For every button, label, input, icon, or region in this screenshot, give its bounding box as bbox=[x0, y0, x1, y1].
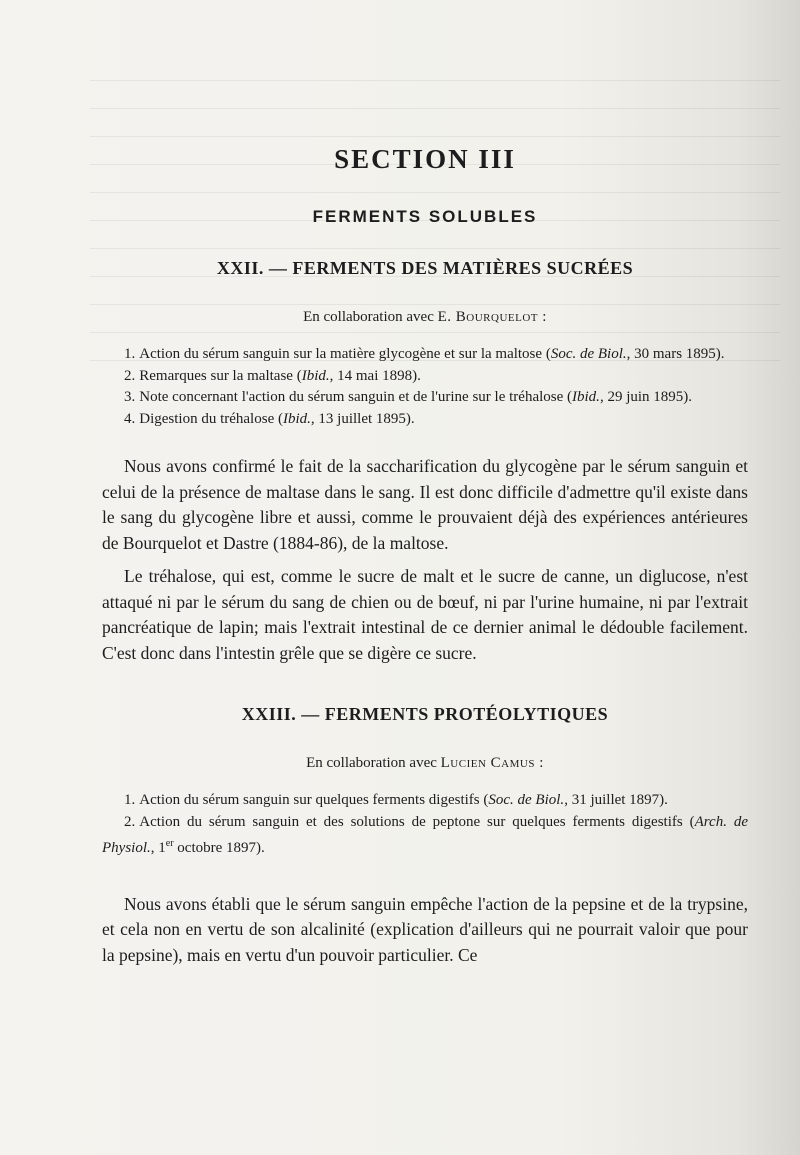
reference-source: Ibid. bbox=[301, 367, 330, 384]
reference-source: Arch. de Physiol. bbox=[102, 813, 748, 856]
reference-date: , 13 juillet 1895). bbox=[310, 410, 415, 427]
body-paragraph: Nous avons établi que le sérum sanguin empêche l'action de la pepsine et de la trypsine, et cela non en vertu de son alcalinité (explication d'ailleurs qui ne pourrait valoir que pour la pepsine), mais en vertu d'un pouvoir particulier. Ce bbox=[102, 893, 748, 965]
subsection-title: FERMENTS SOLUBLES bbox=[312, 207, 538, 226]
reference-source: Soc. de Biol. bbox=[550, 346, 627, 362]
section-title: SECTION III bbox=[334, 144, 516, 174]
reference-text: Digestion du tréhalose bbox=[139, 410, 275, 427]
reference-text: Action du sérum sanguin sur la matière glycogène et sur la maltose bbox=[139, 346, 543, 362]
collaboration-prefix: En collaboration avec bbox=[303, 309, 434, 325]
reference-number: 2. bbox=[124, 367, 136, 384]
reference-number: 1. bbox=[124, 346, 136, 362]
reference-date: , 14 mai 1898). bbox=[329, 367, 421, 384]
reference-item: 2. Action du sérum sanguin et des solutions de peptone sur quelques ferments digestifs (Arch. de Physiol., 1er octobre 1897). bbox=[102, 813, 748, 856]
collaboration-prefix: En collaboration avec bbox=[306, 755, 437, 771]
collaborator-name: E. Bourquelot : bbox=[437, 309, 547, 325]
reference-source: Ibid. bbox=[282, 410, 311, 427]
collaborator-name: Lucien Camus : bbox=[440, 755, 544, 771]
reference-date: , 29 juin 1895). bbox=[599, 389, 693, 405]
body-paragraph: Le tréhalose, qui est, comme le sucre de malt et le sucre de canne, un diglucose, n'est attaqué ni par le sérum du sang de chien ou de bœuf, ni par l'urine humaine, ni par l'extrait pancréatique de lapin; mais l'extrait intestinal de ce dernier animal le dédouble facilement. C'est donc dans l'intestin grêle que se digère ce sucre. bbox=[102, 566, 748, 663]
reference-date: , 30 mars 1895). bbox=[626, 346, 725, 362]
reference-item: 1. Action du sérum sanguin sur quelques ferments digestifs (Soc. de Biol., 31 juillet 1897). bbox=[124, 792, 668, 808]
reference-text: Action du sérum sanguin sur quelques ferments digestifs bbox=[139, 792, 480, 808]
reference-date-day: 1 bbox=[158, 840, 166, 856]
reference-text: Remarques sur la maltase bbox=[139, 367, 293, 384]
reference-number: 1. bbox=[124, 792, 136, 808]
reference-source: Soc. de Biol. bbox=[488, 792, 565, 808]
reference-number: 4. bbox=[124, 410, 136, 427]
reference-list-xxiii bbox=[102, 790, 748, 860]
collaboration-line-xxii bbox=[102, 304, 748, 330]
reference-date: , 31 juillet 1897). bbox=[564, 792, 668, 808]
reference-source: Ibid. bbox=[572, 389, 600, 405]
reference-item: 2. Remarques sur la maltase (Ibid., 14 mai 1898). bbox=[124, 367, 421, 384]
reference-text: Action du sérum sanguin et des solutions de peptone sur quelques ferments digestifs bbox=[139, 813, 683, 830]
reference-number: 3. bbox=[124, 389, 136, 405]
page-content bbox=[102, 140, 748, 968]
reference-date: octobre 1897). bbox=[173, 840, 265, 856]
reference-item: 1. Action du sérum sanguin sur la matière glycogène et sur la maltose (Soc. de Biol., 30 mars 1895). bbox=[124, 346, 725, 362]
reference-date-superscript: er bbox=[165, 838, 174, 849]
chapter-title-xxiii: XXIII. — FERMENTS PROTÉOLYTIQUES bbox=[241, 704, 609, 724]
reference-item: 4. Digestion du tréhalose (Ibid., 13 juillet 1895). bbox=[124, 410, 415, 427]
reference-list-xxii bbox=[102, 344, 748, 430]
reference-item: 3. Note concernant l'action du sérum sanguin et de l'urine sur le tréhalose (Ibid., 29 juin 1895). bbox=[124, 389, 693, 405]
reference-number: 2. bbox=[124, 813, 136, 830]
chapter-title-xxii: XXII. — FERMENTS DES MATIÈRES SUCRÉES bbox=[216, 258, 634, 278]
body-paragraph: Nous avons confirmé le fait de la saccharification du glycogène par le sérum sanguin et celui de la présence de maltase dans le sang. Il est donc difficile d'admettre qu'il existe dans le sang du glycogène libre et aussi, comme le prouvaient déjà des expériences antérieures de Bourquelot et Dastre (1884-86), de la maltose. bbox=[102, 456, 748, 553]
collaboration-line-xxiii bbox=[102, 750, 748, 776]
reference-text: Note concernant l'action du sérum sanguin et de l'urine sur le tréhalose bbox=[139, 389, 564, 405]
